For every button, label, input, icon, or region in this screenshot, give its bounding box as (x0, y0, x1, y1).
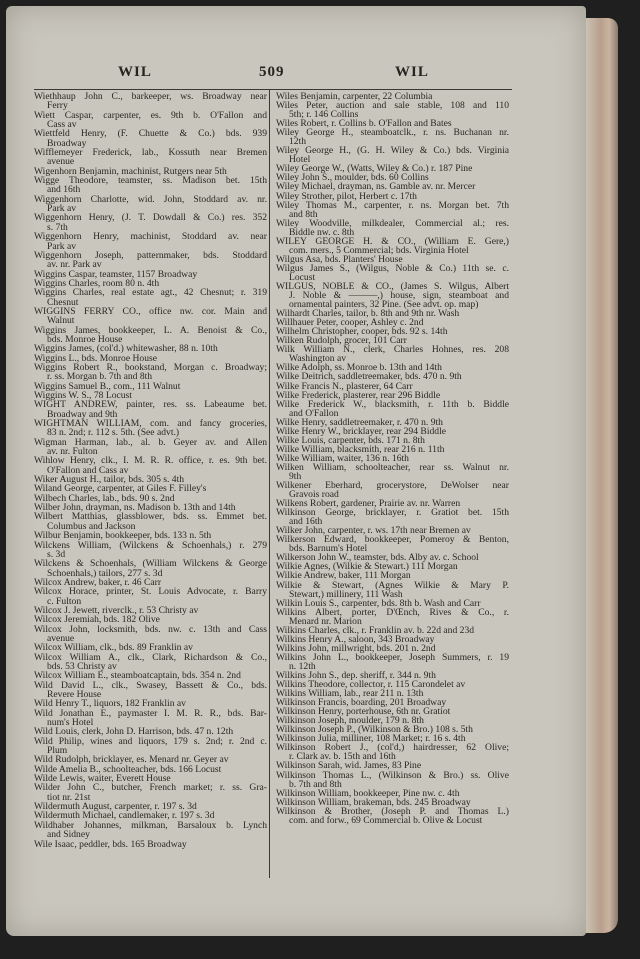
entry-continuation-line: Schoenhals,) tailors, 277 s. 3d (47, 567, 163, 579)
entry-continuation-line: J. Noble & ———,) house, sign, steamboat and (289, 290, 509, 302)
entry-continuation-line: com. and forw., 69 Commercial b. Olive & Locust (289, 814, 483, 826)
directory-entry (34, 111, 267, 130)
entry-continuation-line: Columbus and Jackson (47, 520, 136, 532)
entry-line: WIGHTMAN WILLIAM, com. and fancy groceries, (34, 418, 267, 430)
entry-line: Wiley George W., (Watts, Wiley & Co.) r. 187 Pine (276, 163, 473, 175)
directory-entry (276, 743, 509, 761)
entry-line: Wiettfeld Henry, (F. Chuette & Co.) bds. 939 (34, 128, 267, 140)
entry-line: Wild Louis, clerk, John D. Harrison, bds. 47 n. 12th (34, 726, 234, 738)
directory-entry (276, 581, 509, 599)
entry-continuation-line: avenue (47, 156, 75, 168)
entry-continuation-line: ornamental painters, 32 Pine. (See advt. op. map) (289, 299, 479, 311)
entry-continuation-line: Washington av (289, 353, 347, 365)
entry-line: Wild Jonathan E., paymaster I. M. R. R., bds. Bar- (34, 707, 267, 719)
entry-line: Wigenhorn Benjamin, machinist, Rutgers near 5th (34, 165, 227, 177)
entry-line: Wigge Theodore, teamster, ss. Madison bet. 15th (34, 175, 267, 187)
entry-continuation-line: Walnut (47, 315, 75, 327)
directory-page (6, 6, 586, 936)
entry-continuation-line: Revere House (47, 689, 102, 700)
entry-line: Wiggins Robert R., bookstand, Morgan c. Broadway; (34, 361, 267, 373)
entry-line: Wild Henry T., liquors, 182 Franklin av (34, 698, 186, 710)
entry-line: Wiett Caspar, carpenter, es. 9th b. O'Fallon and (34, 109, 267, 121)
entry-line: Wilke Louis, carpenter, bds. 171 n. 8th (276, 434, 425, 446)
directory-entry (34, 307, 267, 326)
entry-continuation-line: and 16th (47, 184, 81, 196)
directory-entry (34, 821, 267, 840)
directory-entry (34, 512, 267, 531)
entry-line: Wilkerson Edward, bookkeeper, Pomeroy & Benton, (276, 534, 509, 546)
entry-line: Wild David L., clk., Swasey, Bassett & Co., bds. (34, 679, 267, 691)
entry-line: Wilder John C., butcher, French market; r. ss. Gra- (34, 782, 267, 794)
directory-entry (34, 456, 267, 475)
entry-line: Wilkin Louis S., carpenter, bds. 8th b. Wash and Carr (276, 597, 481, 609)
entry-line: Wifflemeyer Frederick, lab., Kossuth near Bremen (34, 147, 267, 159)
directory-entry (34, 783, 267, 802)
directory-entry (34, 92, 267, 111)
entry-line: Wiles Peter, auction and sale stable, 108 and 110 (276, 100, 509, 112)
directory-entry (276, 201, 509, 219)
entry-line: Wilkinson Joseph P., (Wilkinson & Bro.) 108 s. 5th (276, 724, 473, 736)
entry-continuation-line: s. 3d (47, 548, 66, 560)
entry-line: Wilke Francis N., plasterer, 64 Carr (276, 380, 413, 392)
entry-line: Wiley Woodville, milkdealer, Commercial al.; res. (276, 217, 509, 229)
directory-entry (34, 559, 267, 578)
entry-line: Wildhaber Johannes, milkman, Barsaloux b. Lynch (34, 819, 267, 831)
directory-entry (276, 345, 509, 363)
entry-line: Wilkie Andrew, baker, 111 Morgan (276, 570, 411, 582)
directory-entry (276, 282, 509, 309)
entry-line: Wiggenhorn Charlotte, wid. John, Stoddard av. nr. (34, 193, 267, 205)
entry-line: Wilcox Jeremiah, bds. 182 Olive (34, 614, 160, 626)
entry-line: Wild Philip, wines and liquors, 179 s. 2nd; r. 2nd c. (34, 735, 267, 747)
entry-continuation-line: r. ss. Morgan b. 7th and 8th (47, 371, 153, 383)
entry-line: Wiley George H., (G. H. Wiley & Co.) bds. Virginia (276, 145, 509, 157)
directory-entry (276, 146, 509, 164)
entry-line: Wilcox Andrew, baker, r. 46 Carr (34, 576, 162, 588)
entry-line: Wilgus James S., (Wilgus, Noble & Co.) 11th se. c. (276, 262, 509, 274)
entry-line: Wilkinson William, brakeman, bds. 245 Broadway (276, 796, 471, 808)
entry-continuation-line: Chesnut (47, 296, 79, 308)
entry-continuation-line: Hotel (289, 154, 311, 166)
entry-line: Wilke William, waiter, 136 n. 16th (276, 452, 409, 464)
entry-continuation-line: Broadway (47, 137, 87, 149)
entry-line: Wihlow Henry, clk., I. M. R. R. office, r. es. 9th bet. (34, 455, 267, 467)
entry-continuation-line: c. Fulton (47, 595, 82, 607)
entry-line: Wilber John, drayman, ns. Madison b. 13th and 14th (34, 502, 236, 514)
entry-line: Wilkinson Robert J., (col'd,) hairdresser, 62 Olive; (276, 742, 509, 754)
entry-line: Wilkens Robert, gardener, Prairie av. nr. Warren (276, 498, 461, 510)
entry-line: Wilkinson William, bookkeeper, Pine nw. c. 4th (276, 787, 460, 799)
directory-entry (276, 128, 509, 146)
entry-line: Wilkerson John W., teamster, bds. Alby av. c. School (276, 552, 479, 564)
entry-line: Willhauer Peter, cooper, Ashley c. 2nd (276, 317, 424, 329)
entry-line: Wilde Amelia B., schoolteacher, bds. 166 Locust (34, 763, 222, 775)
entry-line: Wilcox John, locksmith, bds. nw. c. 13th and Cass (34, 623, 267, 635)
entry-line: Wiggins Charles, room 80 n. 4th (34, 277, 160, 289)
entry-line: Wilcox William A., clk., Clark, Richardson & Co., (34, 651, 267, 663)
entry-line: Wilkins John L., bookkeeper, Joseph Summers, r. 19 (276, 651, 509, 663)
entry-continuation-line: b. 7th and 8th (289, 778, 342, 790)
entry-continuation-line: Broadway and 9th (47, 408, 118, 420)
entry-line: Wigman Harman, lab., al. b. Geyer av. and Allen (34, 436, 267, 448)
directory-entry (34, 288, 267, 307)
directory-entry (34, 148, 267, 167)
entry-line: Wiethhaup John C., barkeeper, ws. Broadway near (34, 91, 267, 102)
entry-continuation-line: 9th (289, 470, 302, 482)
entry-line: Wiley George H., steamboatclk., r. ns. Buchanan nr. (276, 127, 509, 139)
entry-line: Wilbert Matthias, glassblower, bds. ss. Emmet bet. (34, 511, 267, 523)
directory-entry (34, 232, 267, 251)
entry-continuation-line: Plum (47, 745, 68, 757)
entry-line: Wiley Strother, pilot, Herbert c. 17th (276, 190, 417, 202)
directory-entry (276, 237, 509, 255)
entry-continuation-line: Park av (47, 203, 77, 215)
directory-entry (34, 195, 267, 214)
entry-line: WIGGINS FERRY CO., office nw. cor. Main and (34, 305, 267, 317)
entry-line: Wilken Rudolph, grocer, 101 Carr (276, 335, 407, 347)
entry-continuation-line: Menard nr. Marion (289, 615, 362, 627)
entry-line: Wiley John S., moulder, bds. 60 Collins (276, 172, 429, 184)
entry-continuation-line: and O'Fallon (289, 407, 339, 419)
entry-continuation-line: bds. Barnum's Hotel (289, 543, 368, 555)
directory-entry (276, 508, 509, 526)
entry-line: WIGHT ANDREW, painter, res. ss. Labeaume bet. (34, 399, 267, 411)
entry-line: Wiggins James, bookkeeper, L. A. Benoist & Co., (34, 324, 267, 336)
entry-line: Wildermuth August, carpenter, r. 197 s. 3d (34, 801, 197, 813)
entry-line: Wilcox William E., steamboatcaptain, bds. 354 n. 2nd (34, 670, 241, 682)
entry-line: Wilken William, schoolteacher, rear ss. Walnut nr. (276, 461, 509, 473)
entry-line: Wiggenhorn Henry, (J. T. Dowdall & Co.) res. 352 (34, 212, 267, 224)
directory-entry (34, 129, 267, 148)
entry-line: Wild Rudolph, bricklayer, es. Menard nr. Geyer av (34, 754, 229, 766)
entry-line: Wilkins Theodore, collector, r. 115 Carondelet av (276, 679, 466, 691)
entry-line: Wilke Henry, saddletreemaker, r. 470 n. 9th (276, 416, 443, 428)
column-divider (269, 90, 270, 878)
entry-continuation-line: 5th; r. 146 Collins (289, 109, 359, 121)
entry-line: Wilhardt Charles, tailor, b. 8th and 9th nr. Wash (276, 308, 460, 320)
entry-continuation-line: bds. Monroe House (47, 333, 123, 345)
entry-line: Wilbech Charles, lab., bds. 90 s. 2nd (34, 492, 175, 504)
entry-continuation-line: 12th (289, 136, 307, 148)
entry-continuation-line: Gravois road (289, 489, 339, 501)
entry-line: Wilkins Albert, porter, D'Œnch, Rives & Co., r. (276, 606, 509, 618)
entry-continuation-line: com. mers., 5 Commercial; bds. Virginia Hotel (289, 244, 469, 256)
directory-entry (34, 363, 267, 382)
entry-line: Wiker August H., tailor, bds. 305 s. 4th (34, 474, 185, 486)
entry-line: Wiles Robert, r. Collins b. O'Fallon and Bates (276, 118, 452, 130)
entry-continuation-line: Biddle nw. c. 8th (289, 226, 355, 238)
directory-entry (276, 608, 509, 626)
entry-continuation-line: tiot nr. 21st (47, 791, 91, 803)
entry-continuation-line: and 8th (289, 208, 318, 220)
header-rule (34, 89, 512, 90)
entry-line: Wilgus Asa, bds. Planters' House (276, 253, 403, 265)
entry-line: Wiggins James, (col'd.) whitewasher, 88 n. 10th (34, 343, 218, 355)
right-guide-word: WIL (395, 64, 429, 80)
directory-entry (276, 481, 509, 499)
entry-line: WILEY GEORGE H. & CO., (William E. Gere,) (276, 235, 509, 247)
entry-line: Wilckens & Schoenhals, (William Wilckens & George (34, 558, 267, 570)
entry-line: Wilkinson Francis, boarding, 201 Broadway (276, 697, 447, 709)
entry-line: Wilkinson Henry, porterhouse, 6th nr. Gratiot (276, 706, 451, 718)
entry-line: Wiley Thomas M., carpenter, r. ns. Morgan bet. 7th (276, 199, 509, 211)
entry-line: Wiles Benjamin, carpenter, 22 Columbia (276, 91, 433, 102)
entry-line: Wiggins L., bds. Monroe House (34, 352, 157, 364)
entry-continuation-line: Cass av (47, 119, 77, 131)
entry-continuation-line: Locust (289, 271, 316, 283)
entry-continuation-line: and 16th (289, 516, 323, 528)
entry-line: Wiggins Charles, real estate agt., 42 Chesnut; r. 319 (34, 287, 267, 299)
directory-entry (276, 219, 509, 237)
entry-line: Wilke Frederick, plasterer, rear 296 Biddle (276, 389, 441, 401)
directory-entry (34, 400, 267, 419)
entry-line: Wilkinson Thomas L., (Wilkinson & Bro.) ss. Olive (276, 769, 509, 781)
entry-line: Wilkie Agnes, (Wilkie & Stewart.) 111 Morgan (276, 561, 458, 573)
directory-entry (276, 463, 509, 481)
entry-line: Wiggins Samuel B., com., 111 Walnut (34, 380, 181, 392)
entry-line: Wilde Lewis, waiter, Everett House (34, 773, 171, 785)
entry-line: Wile Isaac, peddler, bds. 165 Broadway (34, 838, 187, 850)
entry-line: Wilkins John S., dep. sheriff, r. 344 n. 9th (276, 670, 436, 681)
entry-line: Wiggenhorn Henry, machinist, Stoddard av. near (34, 231, 267, 243)
entry-line: Wilcox Horace, printer, St. Louis Advocate, r. Barry (34, 586, 267, 598)
directory-entry (34, 213, 267, 232)
left-column (34, 92, 267, 849)
entry-line: Wilkins Henry A., saloon, 343 Broadway (276, 633, 435, 645)
directory-entry (276, 400, 509, 418)
entry-line: Wilkinson George, bricklayer, r. Gratiot bet. 15th (276, 507, 509, 519)
entry-line: Wiley Michael, drayman, ns. Gamble av. nr. Mercer (276, 181, 476, 193)
entry-line: Wilcox J. Jewett, riverclk., r. 53 Christy av (34, 604, 199, 616)
entry-continuation-line: 83 n. 2nd; r. 112 s. 5th. (See advt.) (47, 427, 180, 439)
entry-line: Wilke Henry W., bricklayer, rear 294 Biddle (276, 425, 446, 437)
entry-line: Wilk William N., clerk, Charles Hohnes, res. 208 (276, 344, 509, 356)
entry-line: Wilhelm Christopher, cooper, bds. 92 s. 14th (276, 326, 448, 338)
entry-continuation-line: r. Clark av. b. 15th and 16th (289, 751, 396, 763)
entry-line: Wilkins Charles, clk., r. Franklin av. b. 22d and 23d (276, 624, 475, 636)
entry-line: Wildermuth Michael, candlemaker, r. 197 s. 3d (34, 810, 215, 822)
entry-continuation-line: and Sidney (47, 829, 90, 841)
entry-continuation-line: O'Fallon and Cass av (47, 464, 129, 476)
directory-entry (34, 653, 267, 672)
entry-line: Wiggins Caspar, teamster, 1157 Broadway (34, 268, 198, 280)
entry-line: WILGUS, NOBLE & CO., (James S. Wilgus, Albert (276, 280, 509, 292)
entry-line: Wilker John, carpenter, r. ws. 17th near Bremen av (276, 525, 471, 537)
entry-line: Wiggenhorn Joseph, patternmaker, bds. Stoddard (34, 249, 267, 261)
entry-line: Wilkins William, lab., rear 211 n. 13th (276, 688, 424, 700)
entry-line: Wilkener Eberhard, grocerystore, DeWolser near (276, 480, 509, 492)
entry-line: Wilke William, blacksmith, rear 216 n. 11th (276, 443, 445, 455)
entry-line: Wilkinson Joseph, moulder, 179 n. 8th (276, 715, 424, 727)
entry-continuation-line: Ferry (47, 100, 68, 112)
entry-line: Wilkie & Stewart, (Agnes Wilkie & Mary P. (276, 579, 509, 591)
entry-continuation-line: av. nr. Fulton (47, 446, 98, 458)
page-number: 509 (259, 64, 285, 80)
directory-entry (34, 438, 267, 457)
entry-line: Wilkinson & Brother, (Joseph P. and Thomas L.) (276, 805, 509, 817)
entry-continuation-line: Park av (47, 240, 77, 252)
entry-line: Wilkinson Julia, milliner, 108 Market; r. 16 s. 4th (276, 733, 466, 745)
entry-continuation-line: av. nr. Park av (47, 259, 102, 271)
entry-line: Wilke Frederick W., blacksmith, r. 11th b. Biddle (276, 398, 509, 410)
directory-entry (34, 176, 267, 195)
entry-line: Wilke Adolph, ss. Monroe b. 13th and 14th (276, 362, 442, 374)
entry-continuation-line: bds. 53 Christy av (47, 660, 117, 672)
entry-line: Wilcox William, clk., bds. 89 Franklin av (34, 642, 193, 654)
directory-entry (276, 771, 509, 789)
directory-entry (34, 709, 267, 728)
directory-entry (34, 587, 267, 606)
directory-entry (34, 840, 267, 849)
directory-entry (276, 653, 509, 671)
directory-entry (34, 419, 267, 438)
right-column (276, 92, 509, 825)
entry-continuation-line: s. 7th (47, 221, 68, 233)
directory-entry (34, 681, 267, 700)
directory-entry (34, 251, 267, 270)
entry-line: Wilkinson Sarah, wid. James, 83 Pine (276, 760, 422, 772)
entry-line: Wilkins John, millwright, bds. 201 n. 2nd (276, 642, 436, 654)
entry-line: Wiggins W. S., 78 Locust (34, 390, 132, 401)
directory-entry (276, 264, 509, 282)
entry-continuation-line: n. 12th (289, 660, 316, 672)
directory-entry (276, 535, 509, 553)
directory-entry (34, 737, 267, 756)
entry-line: Wilke Deitrich, saddletreemaker, bds. 470 n. 9th (276, 371, 462, 383)
entry-continuation-line: Stewart,) millinery, 111 Wash (289, 588, 403, 600)
directory-entry (34, 326, 267, 345)
entry-continuation-line: avenue (47, 632, 75, 644)
directory-entry (34, 541, 267, 560)
directory-entry (34, 625, 267, 644)
entry-line: Wilckens William, (Wilckens & Schoenhals,) r. 279 (34, 539, 267, 551)
left-guide-word: WIL (118, 64, 152, 80)
entry-line: Wilbur Benjamin, bookkeeper, bds. 133 n. 5th (34, 530, 212, 542)
directory-entry (276, 807, 509, 825)
directory-entry (276, 101, 509, 119)
entry-continuation-line: num's Hotel (47, 717, 94, 729)
entry-line: Wiland George, carpenter, at Giles F. Filley's (34, 483, 207, 495)
